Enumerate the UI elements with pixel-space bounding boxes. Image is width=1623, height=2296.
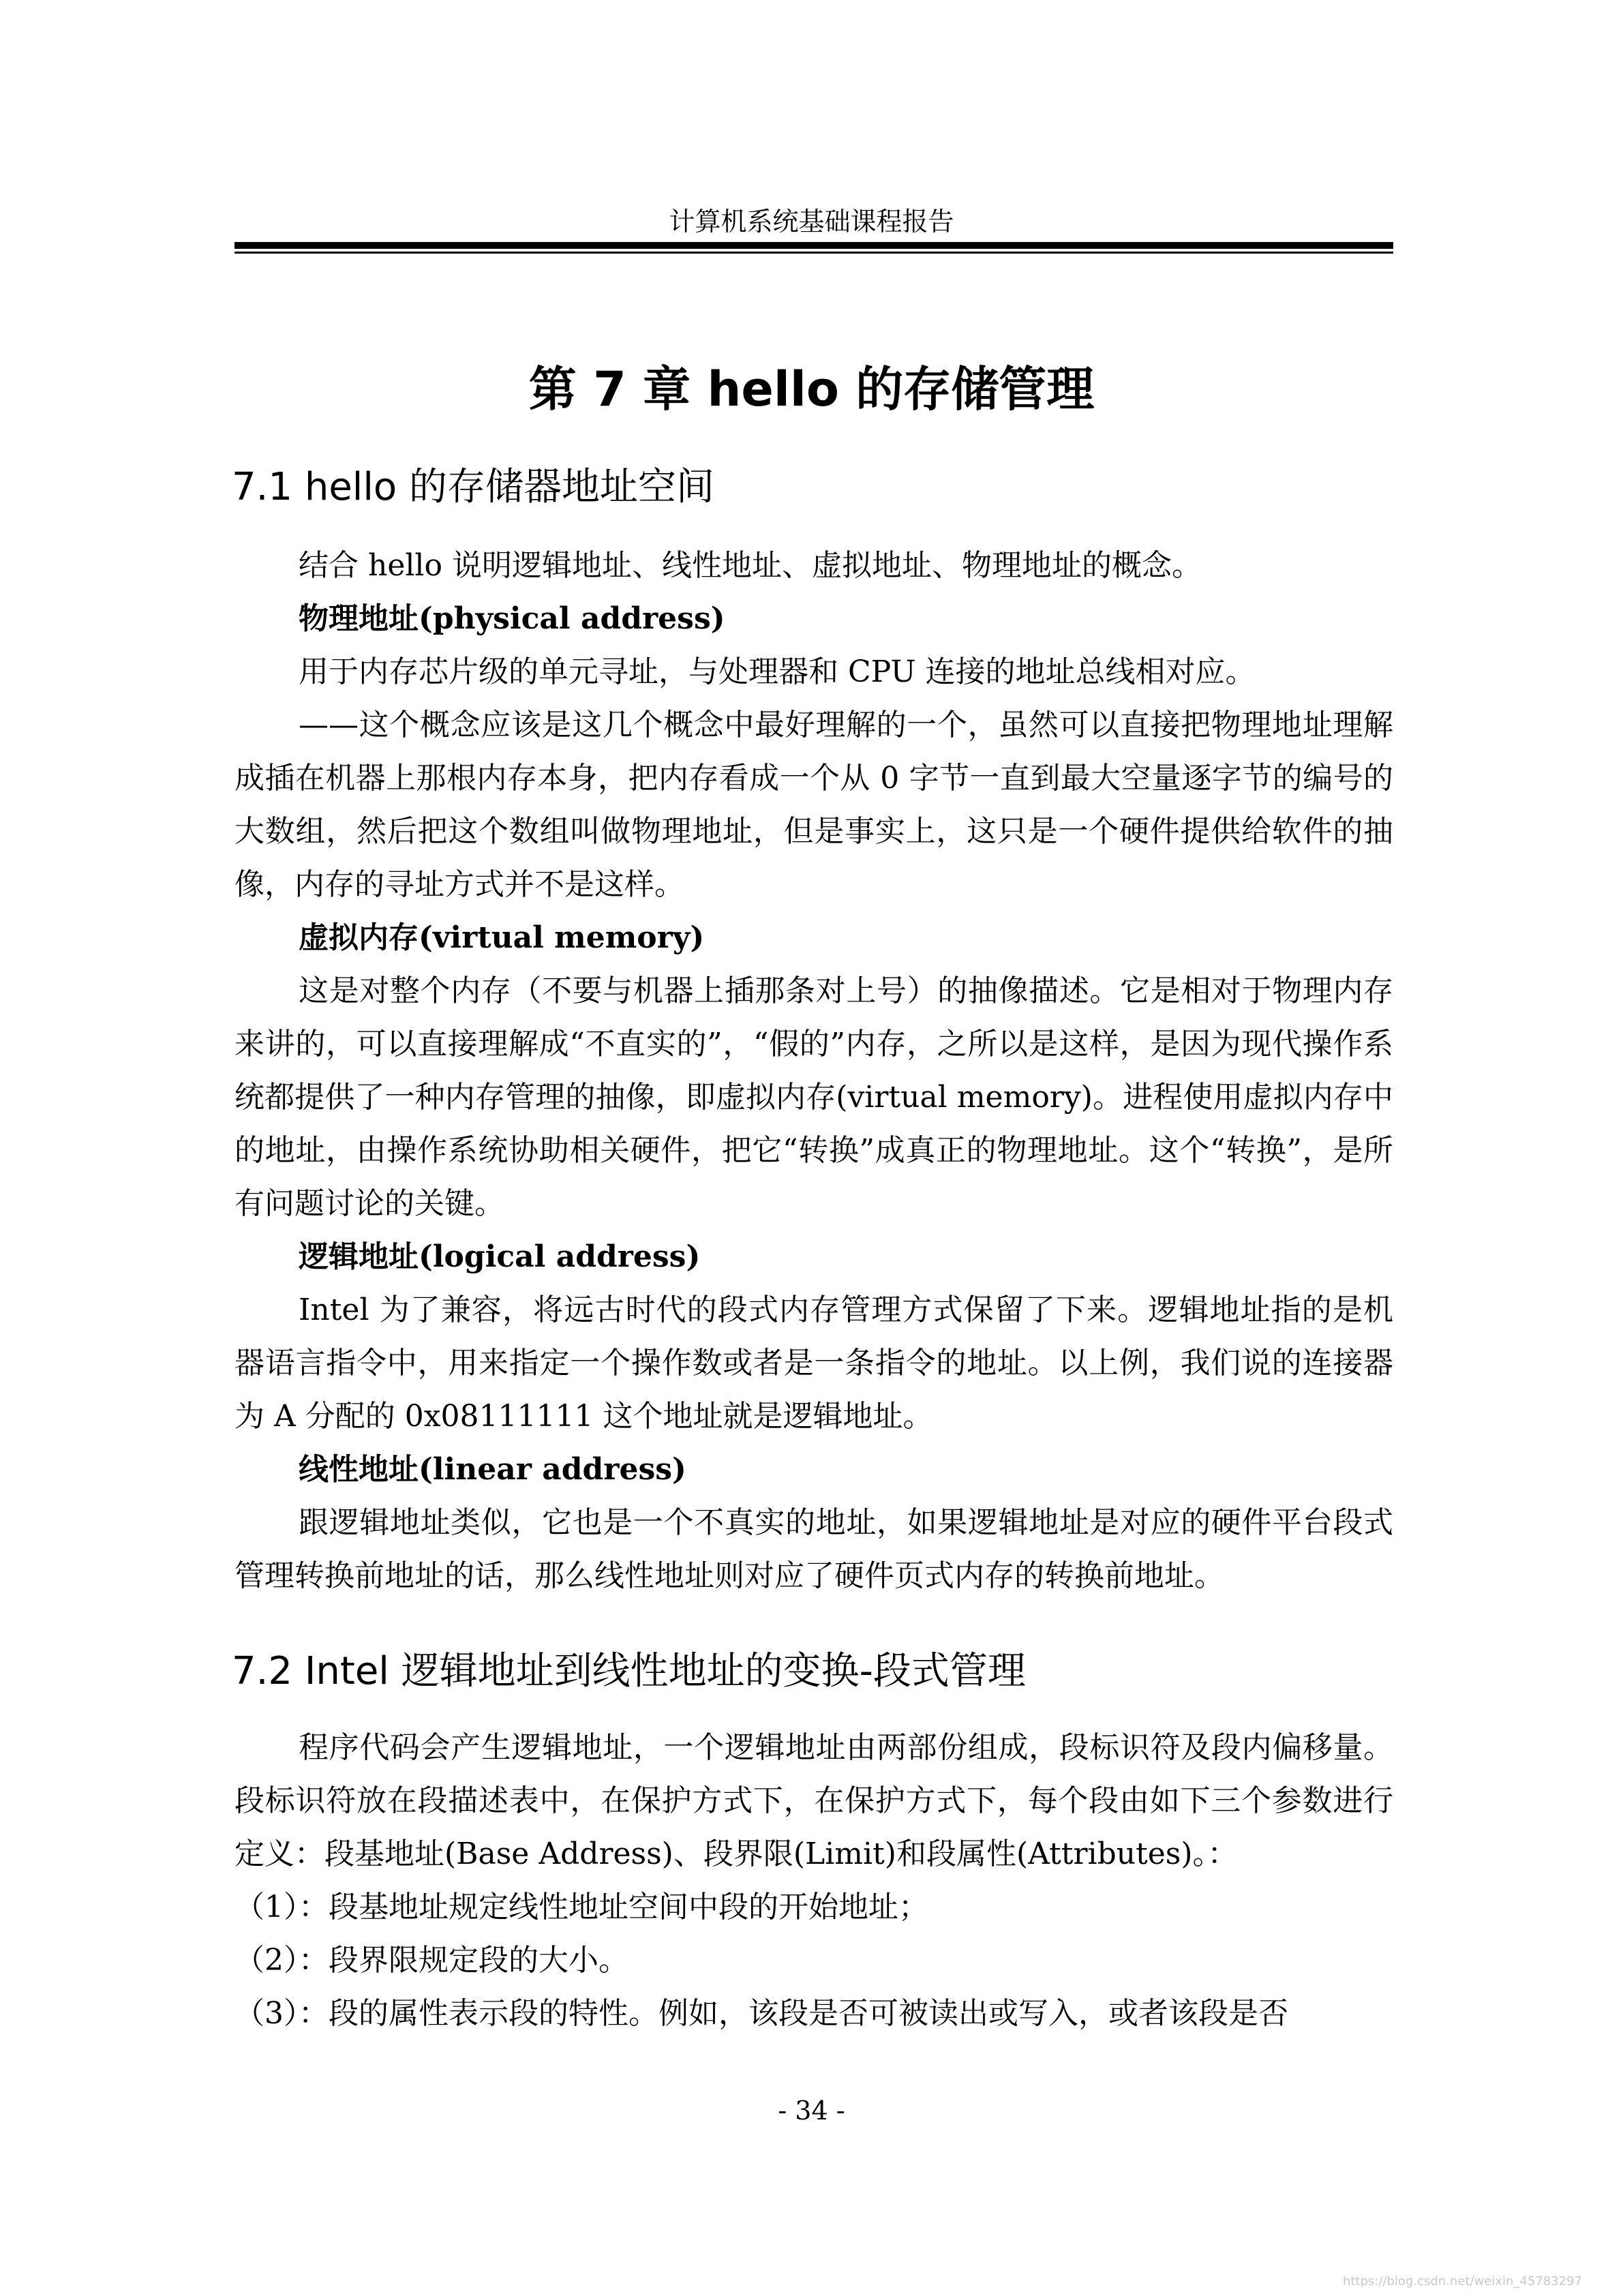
logical-address-paragraph: Intel 为了兼容，将远古时代的段式内存管理方式保留了下来。逻辑地址指的是机器语言指令中，用来指定一个操作数或者是一条指令的地址。以上例，我们说的连接器为 A 分配的 0x08111111 这个地址就是逻辑地址。	[234, 1293, 1393, 1434]
section-7-2-body	[234, 1721, 1393, 2040]
section-7-1-body	[234, 539, 1393, 1603]
list-item: （3）：段的属性表示段的特性。例如，该段是否可被读出或写入，或者该段是否	[234, 1996, 1288, 2031]
section-7-2-title: 7.2 Intel 逻辑地址到线性地址的变换-段式管理	[232, 1649, 1026, 1693]
section-7-1-title: 7.1 hello 的存储器地址空间	[232, 465, 714, 509]
running-header: 计算机系统基础课程报告	[669, 207, 954, 237]
physical-address-paragraph-1: 用于内存芯片级的单元寻址，与处理器和 CPU 连接的地址总线相对应。	[299, 654, 1256, 689]
header-rule-thin	[234, 252, 1393, 254]
list-item: （2）：段界限规定段的大小。	[234, 1943, 628, 1978]
linear-address-paragraph: 跟逻辑地址类似，它也是一个不真实的地址，如果逻辑地址是对应的硬件平台段式管理转换前地址的话，那么线性地址则对应了硬件页式内存的转换前地址。	[234, 1505, 1393, 1593]
list-item: （1）：段基地址规定线性地址空间中段的开始地址；	[234, 1890, 928, 1924]
virtual-memory-paragraph: 这是对整个内存（不要与机器上插那条对上号）的抽像描述。它是相对于物理内存来讲的，可以直接理解成“不直实的”，“假的”内存，之所以是这样，是因为现代操作系统都提供了一种内存管理的抽像，即虚拟内存(virtual memory)。进程使用虚拟内存中的地址，由操作系统协助相关硬件，把它“转换”成真正的物理地址。这个“转换”，是所有问题讨论的关键。	[234, 973, 1393, 1221]
physical-address-heading: 物理地址(physical address)	[299, 601, 725, 636]
header-rule-thick	[234, 242, 1393, 249]
linear-address-heading: 线性地址(linear address)	[299, 1452, 686, 1487]
page-number: - 34 -	[778, 2096, 845, 2126]
intro-paragraph: 结合 hello 说明逻辑地址、线性地址、虚拟地址、物理地址的概念。	[299, 548, 1202, 583]
segmentation-paragraph: 程序代码会产生逻辑地址，一个逻辑地址由两部份组成，段标识符及段内偏移量。段标识符放在段描述表中，在保护方式下，在保护方式下，每个段由如下三个参数进行定义：段基地址(Base Address)、段界限(Limit)和段属性(Attributes)。：	[234, 1730, 1393, 1871]
chapter-title: 第 7 章 hello 的存储管理	[528, 361, 1095, 417]
virtual-memory-heading: 虚拟内存(virtual memory)	[299, 920, 705, 955]
logical-address-heading: 逻辑地址(logical address)	[299, 1239, 701, 1274]
physical-address-paragraph-2: ——这个概念应该是这几个概念中最好理解的一个，虽然可以直接把物理地址理解成插在机器上那根内存本身，把内存看成一个从 0 字节一直到最大空量逐字节的编号的大数组，然后把这个数组叫做物理地址，但是事实上，这只是一个硬件提供给软件的抽像，内存的寻址方式并不是这样。	[234, 708, 1393, 902]
watermark: https://blog.csdn.net/weixin_45783297	[1342, 2274, 1582, 2289]
